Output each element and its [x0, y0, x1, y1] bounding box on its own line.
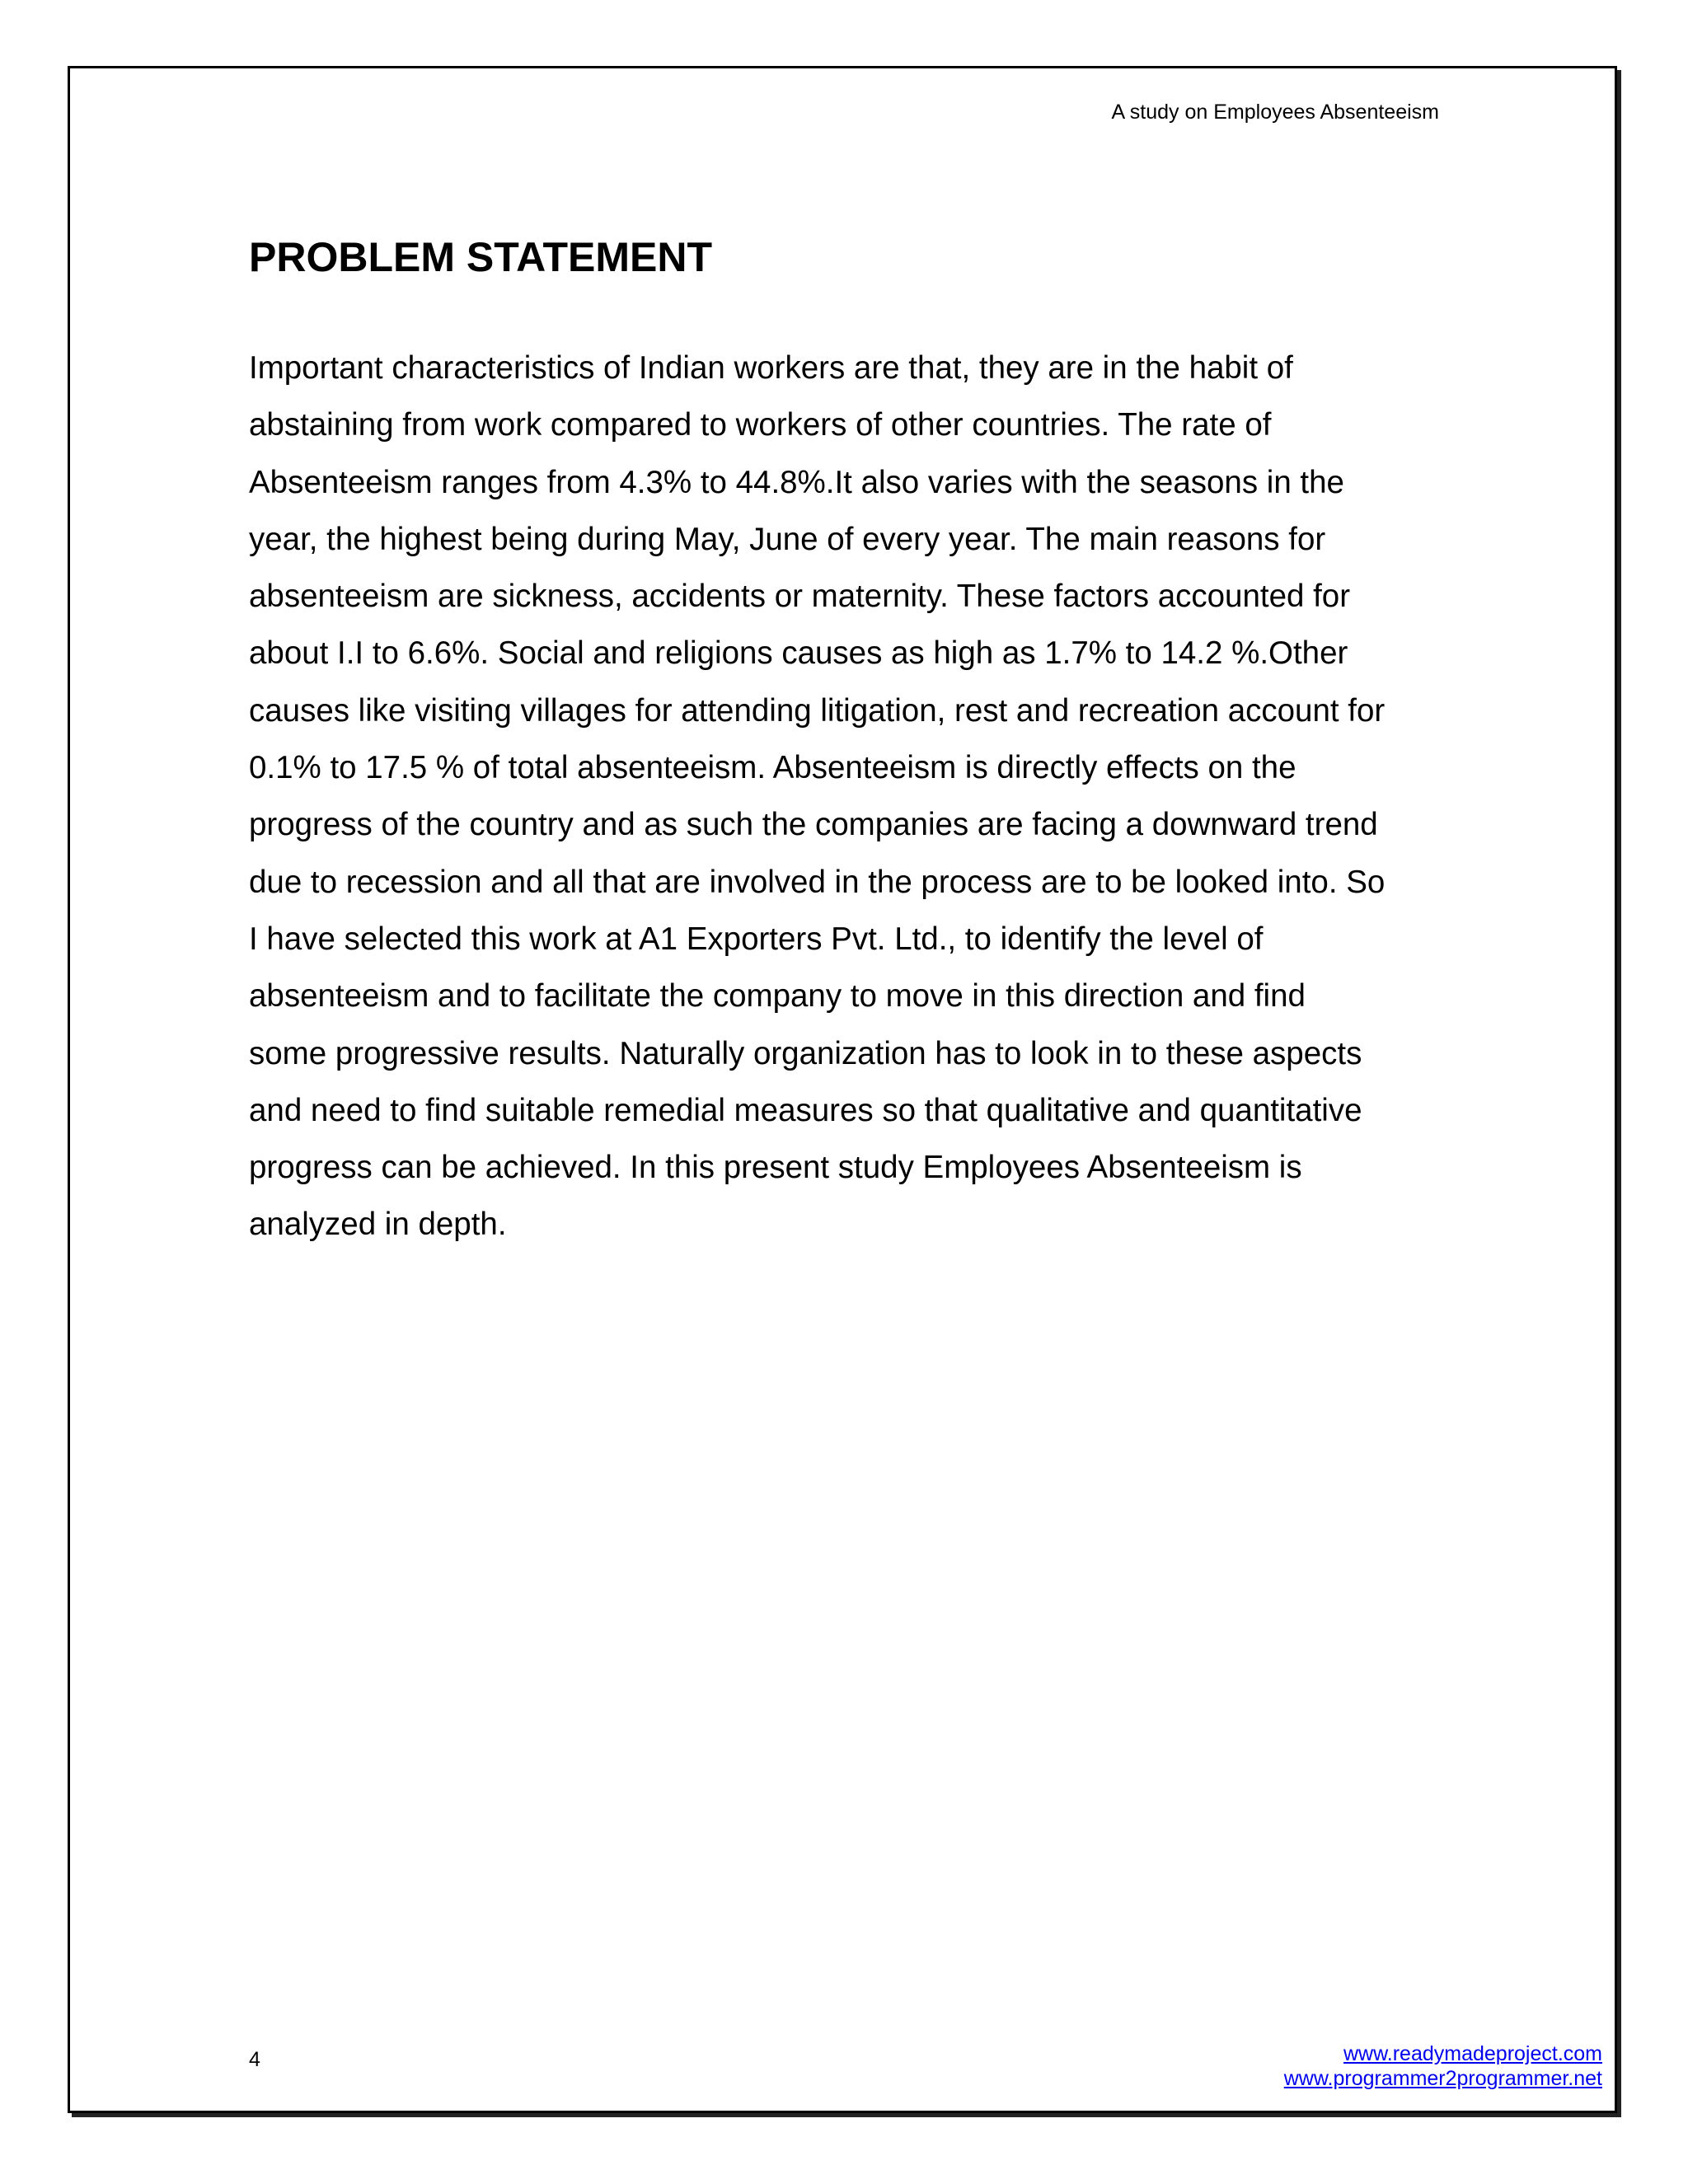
body-line: due to recession and all that are involved in the process are to be looked into. So: [249, 864, 1386, 900]
body-line: progress can be achieved. In this present study Employees Absenteeism is: [249, 1150, 1302, 1186]
body-line: about I.I to 6.6%. Social and religions causes as high as 1.7% to 14.2 %.Other: [249, 635, 1348, 672]
body-line: absenteeism and to facilitate the company to move in this direction and find: [249, 978, 1306, 1015]
body-line: Absenteeism ranges from 4.3% to 44.8%.It also varies with the seasons in the: [249, 464, 1344, 500]
body-line: analyzed in depth.: [249, 1207, 507, 1243]
footer-link-readymadeproject[interactable]: www.readymadeproject.com: [1343, 2042, 1602, 2065]
body-line: some progressive results. Naturally organization has to look in to these aspects: [249, 1035, 1362, 1071]
body-line: I have selected this work at A1 Exporters Pvt. Ltd., to identify the level of: [249, 921, 1264, 957]
body-line: abstaining from work compared to workers of other countries. The rate of: [249, 407, 1272, 443]
page-number: 4: [249, 2048, 260, 2071]
running-header: A study on Employees Absenteeism: [1111, 101, 1439, 124]
body-line: causes like visiting villages for attending litigation, rest and recreation account for: [249, 692, 1386, 729]
body-line: and need to find suitable remedial measures so that qualitative and quantitative: [249, 1092, 1362, 1128]
body-line: 0.1% to 17.5 % of total absenteeism. Absenteeism is directly effects on the: [249, 750, 1296, 786]
body-line: absenteeism are sickness, accidents or maternity. These factors accounted for: [249, 579, 1351, 615]
page-title: PROBLEM STATEMENT: [249, 234, 713, 280]
footer-links: [1284, 2041, 1602, 2091]
body-paragraph: [249, 340, 1452, 1254]
footer-link-programmer2programmer[interactable]: www.programmer2programmer.net: [1283, 2067, 1602, 2090]
body-line: progress of the country and as such the companies are facing a downward trend: [249, 807, 1378, 843]
body-line: year, the highest being during May, June of every year. The main reasons for: [249, 521, 1326, 557]
body-line: Important characteristics of Indian workers are that, they are in the habit of: [249, 350, 1293, 386]
